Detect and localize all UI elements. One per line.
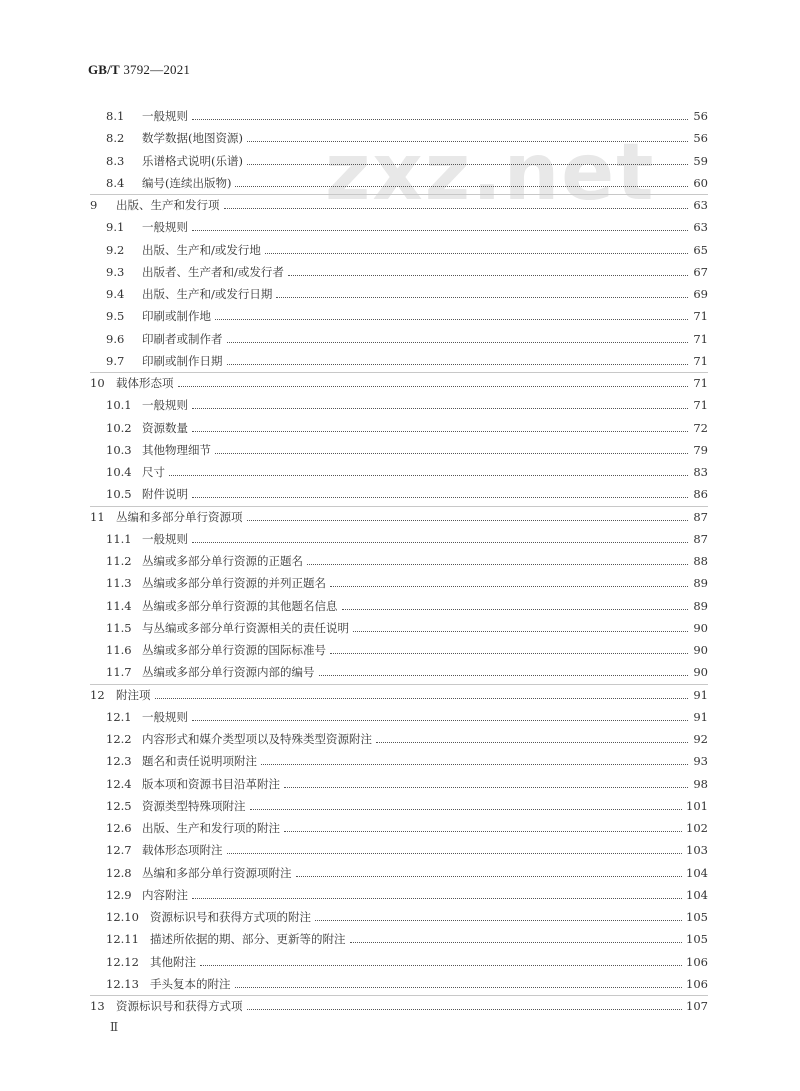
- dot-leader: [288, 274, 688, 276]
- toc-section-entry[interactable]: [106, 417, 708, 439]
- toc-entry-number: 10: [90, 376, 105, 390]
- toc-entry-page: 63: [693, 220, 708, 235]
- toc-entry-page: 105: [686, 932, 708, 947]
- toc-entry-number: 11.3: [106, 576, 132, 591]
- dot-leader: [192, 719, 688, 721]
- toc-entry-number: 9.5: [106, 309, 125, 324]
- toc-section-entry[interactable]: [106, 328, 708, 350]
- dot-leader: [227, 341, 689, 343]
- standard-number: 3792—2021: [123, 62, 191, 77]
- dot-leader: [315, 919, 682, 921]
- standard-code: GB/T: [88, 62, 120, 77]
- toc-section-entry[interactable]: [106, 105, 708, 127]
- toc-section-entry[interactable]: [106, 728, 708, 750]
- toc-entry-page: 71: [693, 353, 708, 368]
- toc-entry-number: 8.2: [106, 131, 125, 146]
- toc-entry-page: 89: [693, 576, 708, 591]
- toc-entry-title: 出版、生产和/或发行日期: [142, 287, 273, 301]
- toc-section-entry[interactable]: [106, 461, 708, 483]
- toc-entry-title: 内容形式和媒介类型项以及特殊类型资源附注: [142, 732, 372, 746]
- dot-leader: [235, 986, 683, 988]
- toc-entry-number: 11.1: [106, 531, 132, 546]
- toc-entry-page: 69: [693, 287, 708, 301]
- toc-entry-number: 11: [90, 509, 105, 524]
- toc-entry-title: 丛编或多部分单行资源的正题名: [142, 554, 303, 568]
- toc-section-entry[interactable]: [106, 172, 708, 194]
- toc-entry-title: 其他附注: [150, 954, 196, 969]
- dot-leader: [284, 786, 688, 788]
- toc-entry-number: 12.11: [106, 932, 139, 947]
- toc-section-entry[interactable]: [106, 550, 708, 572]
- toc-entry-page: 56: [693, 131, 708, 146]
- toc-entry-number: 9: [90, 198, 98, 212]
- toc-entry-page: 89: [693, 598, 708, 613]
- toc-entry-title: 编号(连续出版物): [142, 175, 232, 190]
- toc-section-entry[interactable]: [106, 617, 708, 639]
- toc-entry-page: 87: [693, 531, 708, 546]
- toc-entry-page: 93: [693, 754, 708, 769]
- toc-entry-title: 手头复本的附注: [150, 976, 231, 991]
- toc-entry-page: 90: [693, 643, 708, 657]
- dot-leader: [307, 563, 688, 565]
- toc-entry-page: 71: [693, 331, 708, 346]
- dot-leader: [353, 630, 688, 632]
- dot-leader: [192, 407, 688, 409]
- toc-entry-title: 印刷或制作地: [142, 309, 211, 324]
- toc-entry-number: 12.4: [106, 776, 132, 791]
- dot-leader: [296, 875, 683, 877]
- toc-entry-title: 一般规则: [142, 220, 188, 235]
- toc-entry-number: 11.4: [106, 598, 132, 613]
- toc-entry-number: 10.4: [106, 465, 132, 479]
- toc-entry-number: 11.2: [106, 554, 132, 568]
- toc-entry-title: 版本项和资源书目沿革附注: [142, 776, 280, 791]
- dot-leader: [192, 430, 688, 432]
- toc-entry-number: 12: [90, 687, 105, 702]
- toc-entry-number: 12.2: [106, 732, 132, 746]
- toc-section-entry[interactable]: [106, 350, 708, 372]
- toc-entry-page: 91: [693, 687, 708, 702]
- dot-leader: [192, 496, 688, 498]
- toc-entry-title: 与丛编或多部分单行资源相关的责任说明: [142, 620, 349, 635]
- toc-section-entry[interactable]: [106, 239, 708, 261]
- toc-section-entry[interactable]: [106, 884, 708, 906]
- toc-entry-number: 9.6: [106, 331, 125, 346]
- toc-section-entry[interactable]: [106, 906, 708, 928]
- toc-entry-page: 107: [686, 999, 708, 1013]
- dot-leader: [192, 541, 688, 543]
- toc-chapter-entry[interactable]: [90, 995, 708, 1017]
- dot-leader: [227, 852, 683, 854]
- toc-entry-number: 10.2: [106, 420, 132, 435]
- toc-entry-title: 出版、生产和发行项的附注: [142, 821, 280, 835]
- toc-entry-page: 79: [693, 442, 708, 457]
- toc-entry-title: 数学数据(地图资源): [142, 131, 243, 146]
- dot-leader: [169, 474, 688, 476]
- toc-entry-number: 12.5: [106, 798, 132, 813]
- toc-section-entry[interactable]: [106, 817, 708, 839]
- toc-entry-page: 86: [693, 487, 708, 502]
- toc-section-entry[interactable]: [106, 261, 708, 283]
- toc-entry-page: 56: [693, 109, 708, 123]
- toc-entry-number: 11.6: [106, 643, 132, 657]
- toc-entry-page: 106: [686, 954, 708, 969]
- toc-entry-number: 8.1: [106, 109, 125, 123]
- toc-section-entry[interactable]: [106, 150, 708, 172]
- document-header: [88, 62, 190, 78]
- toc-entry-title: 资源标识号和获得方式项的附注: [150, 910, 311, 924]
- page-number: Ⅱ: [110, 1020, 119, 1034]
- dot-leader: [330, 652, 688, 654]
- toc-entry-title: 载体形态项附注: [142, 843, 223, 858]
- toc-section-entry[interactable]: [106, 394, 708, 416]
- dot-leader: [224, 207, 689, 209]
- toc-entry-title: 内容附注: [142, 887, 188, 902]
- dot-leader: [215, 452, 688, 454]
- toc-entry-number: 12.12: [106, 954, 139, 969]
- dot-leader: [265, 252, 688, 254]
- toc-chapter-entry[interactable]: [90, 372, 708, 394]
- toc-entry-title: 资源数量: [142, 420, 188, 435]
- toc-entry-number: 8.3: [106, 153, 125, 168]
- toc-section-entry[interactable]: [106, 483, 708, 505]
- toc-section-entry[interactable]: [106, 127, 708, 149]
- dot-leader: [215, 318, 688, 320]
- toc-entry-title: 一般规则: [142, 109, 188, 123]
- toc-section-entry[interactable]: [106, 528, 708, 550]
- dot-leader: [192, 897, 682, 899]
- toc-entry-page: 65: [693, 242, 708, 257]
- toc-entry-number: 9.2: [106, 242, 125, 257]
- toc-entry-page: 91: [693, 709, 708, 724]
- dot-leader: [227, 363, 689, 365]
- toc-entry-number: 10.5: [106, 487, 132, 502]
- toc-entry-page: 87: [693, 509, 708, 524]
- toc-entry-title: 一般规则: [142, 531, 188, 546]
- toc-entry-number: 12.9: [106, 887, 132, 902]
- toc-entry-title: 一般规则: [142, 398, 188, 413]
- toc-entry-title: 其他物理细节: [142, 442, 211, 457]
- toc-entry-page: 103: [686, 843, 708, 858]
- toc-entry-page: 90: [693, 620, 708, 635]
- dot-leader: [284, 830, 682, 832]
- toc-entry-number: 11.7: [106, 665, 132, 680]
- watermark: zxz.net: [325, 128, 656, 218]
- dot-leader: [247, 140, 688, 142]
- dot-leader: [235, 185, 688, 187]
- toc-chapter-entry[interactable]: [90, 194, 708, 216]
- toc-chapter-entry[interactable]: [90, 506, 708, 528]
- toc-section-entry[interactable]: [106, 973, 708, 995]
- toc-entry-number: 12.10: [106, 910, 139, 924]
- toc-section-entry[interactable]: [106, 928, 708, 950]
- toc-entry-number: 11.5: [106, 620, 132, 635]
- dot-leader: [319, 674, 689, 676]
- toc-entry-number: 10.3: [106, 442, 132, 457]
- toc-section-entry[interactable]: [106, 439, 708, 461]
- toc-entry-title: 丛编和多部分单行资源项: [116, 509, 243, 524]
- toc-entry-title: 题名和责任说明项附注: [142, 754, 257, 769]
- toc-entry-page: 98: [693, 776, 708, 791]
- toc-entry-number: 12.3: [106, 754, 132, 769]
- toc-entry-page: 90: [693, 665, 708, 680]
- toc-entry-title: 丛编或多部分单行资源的国际标准号: [142, 643, 326, 657]
- dot-leader: [178, 385, 689, 387]
- toc-entry-title: 资源标识号和获得方式项: [116, 999, 243, 1013]
- toc-entry-number: 9.1: [106, 220, 125, 235]
- dot-leader: [261, 763, 688, 765]
- toc-entry-title: 附注项: [116, 687, 151, 702]
- toc-entry-page: 71: [693, 376, 708, 390]
- dot-leader: [350, 941, 683, 943]
- toc-entry-page: 59: [693, 153, 708, 168]
- toc-entry-title: 丛编或多部分单行资源的其他题名信息: [142, 598, 338, 613]
- toc-section-entry[interactable]: [106, 572, 708, 594]
- dot-leader: [276, 296, 688, 298]
- toc-entry-page: 63: [693, 198, 708, 212]
- dot-leader: [247, 163, 688, 165]
- toc-entry-title: 印刷或制作日期: [142, 353, 223, 368]
- toc-chapter-entry[interactable]: [90, 684, 708, 706]
- toc-entry-title: 尺寸: [142, 465, 165, 479]
- toc-entry-title: 资源类型特殊项附注: [142, 798, 246, 813]
- toc-entry-page: 104: [686, 887, 708, 902]
- toc-section-entry[interactable]: [106, 216, 708, 238]
- toc-section-entry[interactable]: [106, 305, 708, 327]
- dot-leader: [330, 585, 688, 587]
- toc-section-entry[interactable]: [106, 283, 708, 305]
- toc-entry-page: 60: [693, 175, 708, 190]
- dot-leader: [192, 118, 688, 120]
- toc-entry-number: 10.1: [106, 398, 132, 413]
- toc-entry-page: 106: [686, 976, 708, 991]
- toc-entry-title: 丛编或多部分单行资源的并列正题名: [142, 576, 326, 591]
- toc-entry-page: 71: [693, 309, 708, 324]
- toc-section-entry[interactable]: [106, 795, 708, 817]
- toc-entry-number: 9.7: [106, 353, 125, 368]
- toc-entry-page: 71: [693, 398, 708, 413]
- toc-entry-title: 出版、生产和/或发行地: [142, 242, 261, 257]
- toc-entry-number: 12.6: [106, 821, 132, 835]
- toc-entry-page: 105: [686, 910, 708, 924]
- toc-entry-title: 丛编或多部分单行资源内部的编号: [142, 665, 315, 680]
- toc-entry-title: 印刷者或制作者: [142, 331, 223, 346]
- toc-entry-page: 83: [693, 465, 708, 479]
- toc-entry-title: 乐谱格式说明(乐谱): [142, 153, 243, 168]
- dot-leader: [376, 741, 688, 743]
- dot-leader: [247, 1008, 683, 1010]
- toc-section-entry[interactable]: [106, 706, 708, 728]
- toc-entry-title: 附件说明: [142, 487, 188, 502]
- toc-section-entry[interactable]: [106, 661, 708, 683]
- toc-entry-page: 72: [693, 420, 708, 435]
- toc-entry-number: 8.4: [106, 175, 125, 190]
- toc-entry-title: 丛编和多部分单行资源项附注: [142, 865, 292, 880]
- dot-leader: [247, 519, 689, 521]
- dot-leader: [155, 697, 689, 699]
- dot-leader: [250, 808, 683, 810]
- toc-entry-page: 102: [686, 821, 708, 835]
- toc-section-entry[interactable]: [106, 839, 708, 861]
- toc-section-entry[interactable]: [106, 595, 708, 617]
- toc-entry-page: 67: [693, 264, 708, 279]
- toc-entry-number: 13: [90, 999, 105, 1013]
- dot-leader: [342, 608, 689, 610]
- toc-entry-page: 104: [686, 865, 708, 880]
- toc-section-entry[interactable]: [106, 750, 708, 772]
- toc-entry-page: 88: [693, 554, 708, 568]
- toc-entry-number: 12.8: [106, 865, 132, 880]
- toc-entry-number: 12.1: [106, 709, 132, 724]
- toc-entry-number: 9.3: [106, 264, 125, 279]
- toc-entry-page: 101: [686, 798, 708, 813]
- toc-entry-title: 一般规则: [142, 709, 188, 724]
- dot-leader: [192, 229, 688, 231]
- toc-entry-number: 12.13: [106, 976, 139, 991]
- toc-entry-title: 载体形态项: [116, 376, 174, 390]
- toc-entry-page: 92: [693, 732, 708, 746]
- toc-entry-title: 描述所依据的期、部分、更新等的附注: [150, 932, 346, 947]
- toc-section-entry[interactable]: [106, 639, 708, 661]
- toc-section-entry[interactable]: [106, 862, 708, 884]
- toc-entry-title: 出版、生产和发行项: [116, 198, 220, 212]
- dot-leader: [200, 964, 682, 966]
- toc-section-entry[interactable]: [106, 773, 708, 795]
- toc-entry-number: 12.7: [106, 843, 132, 858]
- toc-entry-title: 出版者、生产者和/或发行者: [142, 264, 284, 279]
- toc-entry-number: 9.4: [106, 287, 125, 301]
- toc-section-entry[interactable]: [106, 951, 708, 973]
